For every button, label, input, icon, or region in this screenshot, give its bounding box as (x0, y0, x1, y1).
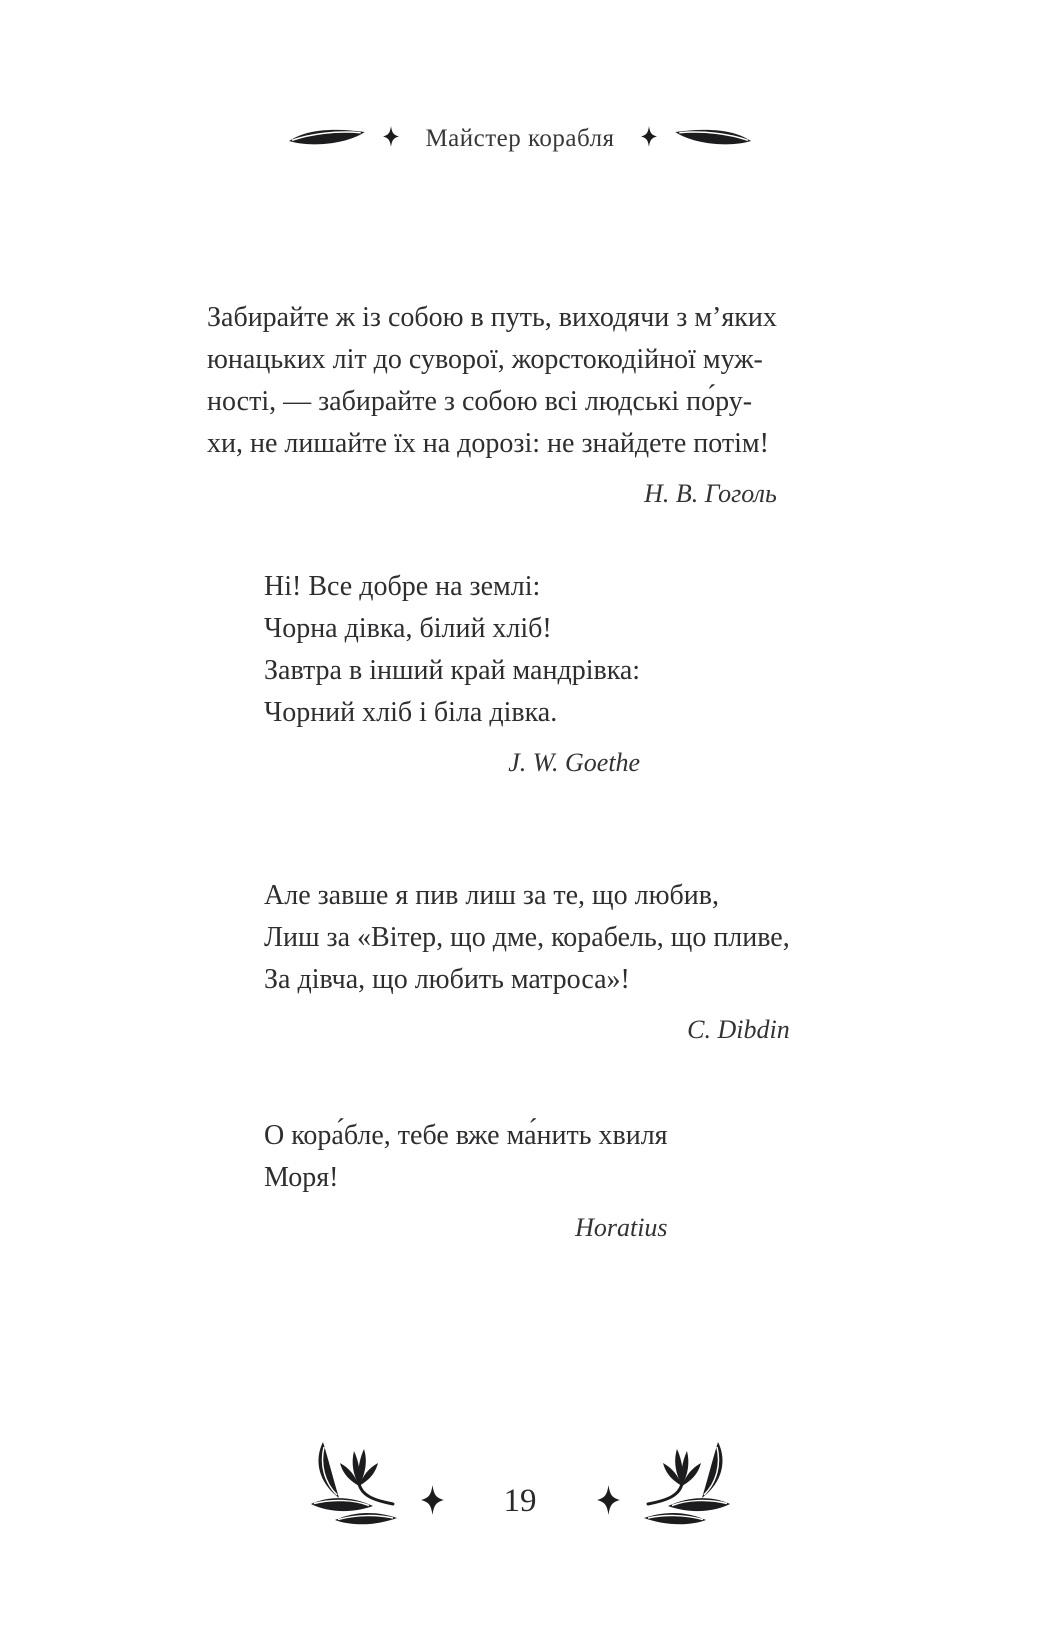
quote-line: О кора́бле, тебе вже ма́нить хвиля (264, 1120, 668, 1151)
quote-line: Але завше я пив лиш за те, що любив, (264, 880, 719, 911)
leaf-ornament-icon (287, 122, 368, 155)
diamond-star-icon (383, 126, 399, 152)
quote-line: Забирайте ж із собою в путь, виходячи з м’яких (207, 302, 777, 333)
running-head-title: Майстер корабля (425, 125, 615, 152)
quote-line: Лиш за «Вітер, що дме, корабель, що пливе, (264, 922, 790, 953)
epigraph-quote (264, 875, 790, 1047)
quote-line: ності, — забирайте з собою всі людські по́ру- (207, 386, 753, 417)
diamond-star-icon (597, 1485, 620, 1520)
floral-ornament-icon (309, 1440, 409, 1537)
epigraph-quote (207, 297, 777, 511)
quote-line: За дівча, що любить матроса»! (264, 964, 630, 995)
diamond-star-icon (421, 1485, 444, 1520)
quote-attribution: J. W. Goethe (508, 748, 641, 777)
running-head (0, 116, 1040, 162)
quote-attribution: C. Dibdin (687, 1015, 790, 1044)
page-number: 19 (503, 1482, 537, 1519)
floral-ornament-icon (632, 1440, 732, 1537)
quote-line: Чорний хліб і біла дівка. (264, 697, 558, 728)
leaf-ornament-icon (672, 122, 753, 155)
quote-line: Завтра в інший край мандрівка: (264, 655, 641, 686)
quote-line: Чорна дівка, білий хліб! (264, 613, 552, 644)
quote-line: Моря! (264, 1162, 339, 1193)
epigraph-quote (264, 1115, 668, 1245)
quote-line: хи, не лишайте їх на дорозі: не знайдете потім! (207, 428, 769, 459)
quote-attribution: Horatius (575, 1213, 668, 1242)
quote-attribution: Н. В. Гоголь (644, 479, 777, 508)
quote-line: юнацьких літ до суворої, жорстокодійної муж- (207, 344, 763, 375)
quote-line: Ні! Все добре на землі: (264, 571, 541, 602)
diamond-star-icon (641, 126, 657, 152)
page-footer (0, 1440, 1040, 1537)
epigraph-quote (264, 566, 640, 780)
